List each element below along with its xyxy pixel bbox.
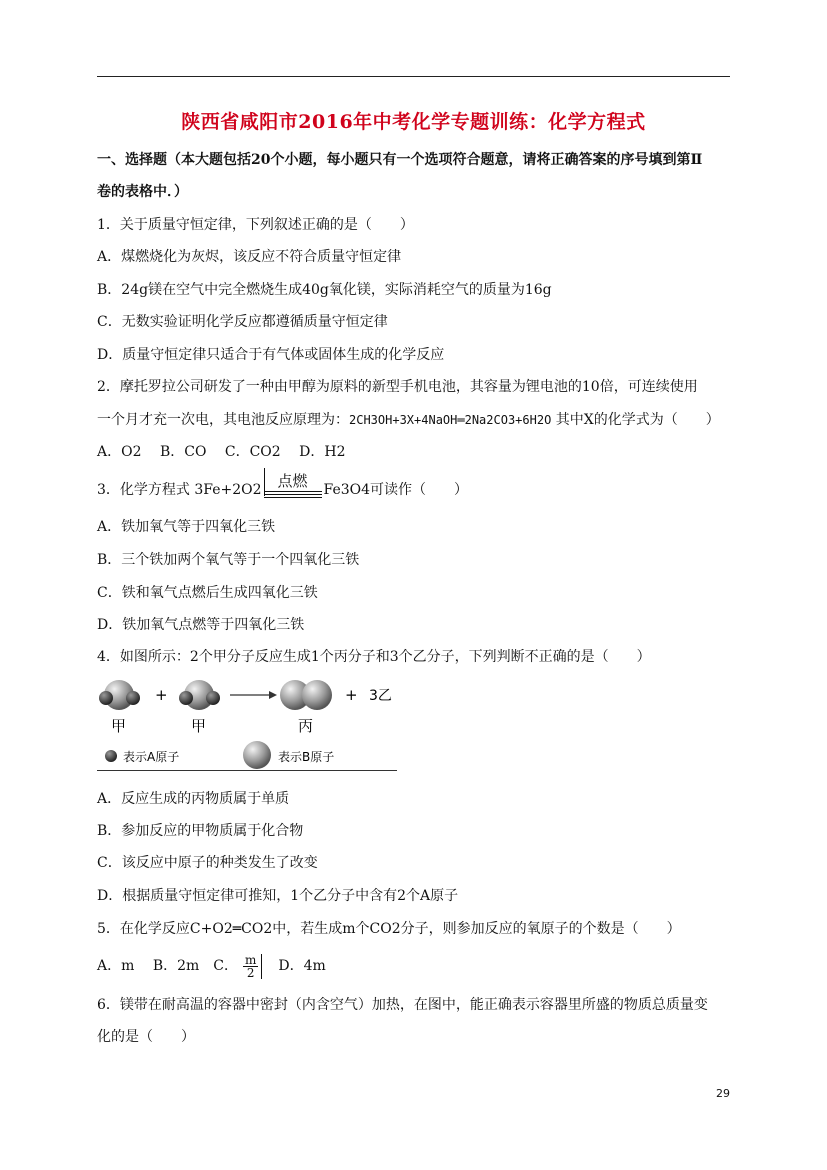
q5-stem: 5．在化学反应C+O2═CO2中，若生成m个CO2分子，则参加反应的氧原子的个数是（ ）	[97, 921, 681, 937]
q1-option-b: B．24g镁在空气中完全燃烧生成40g氧化镁，实际消耗空气的质量为16g	[97, 282, 552, 298]
q1-option-a: A．煤燃烧化为灰烬，该反应不符合质量守恒定律	[97, 249, 402, 265]
q1-option-c: C．无数实验证明化学反应都遵循质量守恒定律	[97, 314, 388, 330]
q3-stem	[97, 472, 469, 500]
q3-option-a: A．铁加氧气等于四氧化三铁	[97, 519, 276, 535]
label-jia-2: 甲	[191, 717, 207, 735]
q3-stem-suffix: Fe3O4可读作（ ）	[323, 482, 469, 498]
q3-option-d: D．铁加氧气点燃等于四氧化三铁	[97, 617, 305, 633]
plus-sign-1: +	[155, 686, 168, 704]
q1-stem: 1．关于质量守恒定律，下列叙述正确的是（ ）	[97, 217, 414, 233]
q2-line2	[97, 410, 720, 430]
molecule-jia-2	[179, 680, 220, 710]
page-title: 陕西省咸阳市2016年中考化学专题训练：化学方程式	[181, 111, 646, 133]
q4-stem: 4．如图所示：2个甲分子反应生成1个丙分子和3个乙分子，下列判断不正确的是（ ）	[97, 649, 651, 665]
q4-option-b: B．参加反应的甲物质属于化合物	[97, 823, 304, 839]
plus-sign-2: +	[345, 686, 358, 704]
section-heading-line1: 一、选择题（本大题包括20个小题，每小题只有一个选项符合题意，请将正确答案的序号填到第Ⅱ	[97, 152, 703, 168]
q3-option-c: C．铁和氧气点燃后生成四氧化三铁	[97, 585, 318, 601]
q2-line2-prefix: 一个月才充一次电，其电池反应原理为：	[97, 412, 349, 428]
q6-line2: 化的是（ ）	[97, 1029, 195, 1045]
q1-option-d: D．质量守恒定律只适合于有气体或固体生成的化学反应	[97, 347, 445, 363]
legend-atom-a-icon	[105, 750, 117, 762]
q2-line2-suffix: 其中X的化学式为（ ）	[551, 412, 720, 428]
legend-a-label: 表示A原子	[123, 750, 180, 764]
molecule-jia-1	[99, 680, 140, 710]
reaction-condition	[264, 472, 322, 500]
q2-equation: 2CH3OH+3X+4NaOH═2Na2CO3+6H2O	[349, 413, 552, 427]
q2-options: A．O2 B．CO C．CO2 D．H2	[97, 444, 346, 460]
figure-baseline	[97, 770, 397, 771]
fraction-m-over-2	[240, 954, 262, 979]
page-number: 29	[716, 1087, 730, 1100]
q6-line1: 6．镁带在耐高温的容器中密封（内含空气）加热，在图中，能正确表示容器里所盛的物质总质量变	[97, 997, 708, 1013]
q5-options	[97, 952, 326, 980]
section-heading-line2: 卷的表格中．）	[97, 184, 188, 200]
fraction-denominator: 2	[246, 965, 255, 980]
molecule-bing	[280, 680, 332, 710]
condition-label: 点燃	[277, 472, 308, 490]
reaction-figure	[97, 674, 397, 772]
label-3yi: 3乙	[369, 688, 392, 704]
q4-option-a: A．反应生成的丙物质属于单质	[97, 791, 290, 807]
q5-option-d: D．4m	[264, 958, 326, 974]
fraction-numerator: m	[245, 952, 257, 967]
header-rule	[97, 76, 730, 77]
q5-options-ab: A．m B．2m C．	[97, 958, 239, 974]
q4-option-d: D．根据质量守恒定律可推知，1个乙分子中含有2个A原子	[97, 888, 459, 904]
q4-option-c: C．该反应中原子的种类发生了改变	[97, 855, 318, 871]
legend-b-label: 表示B原子	[278, 750, 335, 764]
legend-atom-b-icon	[243, 741, 271, 769]
label-bing: 丙	[298, 717, 314, 735]
molecule-diagram	[97, 674, 397, 772]
label-jia-1: 甲	[111, 717, 127, 735]
q2-line1: 2．摩托罗拉公司研发了一种由甲醇为原料的新型手机电池，其容量为锂电池的10倍，可连续使用	[97, 379, 698, 395]
q3-stem-prefix: 3．化学方程式 3Fe+2O2	[97, 482, 262, 498]
q3-option-b: B．三个铁加两个氧气等于一个四氧化三铁	[97, 552, 360, 568]
reaction-arrow	[230, 691, 277, 699]
